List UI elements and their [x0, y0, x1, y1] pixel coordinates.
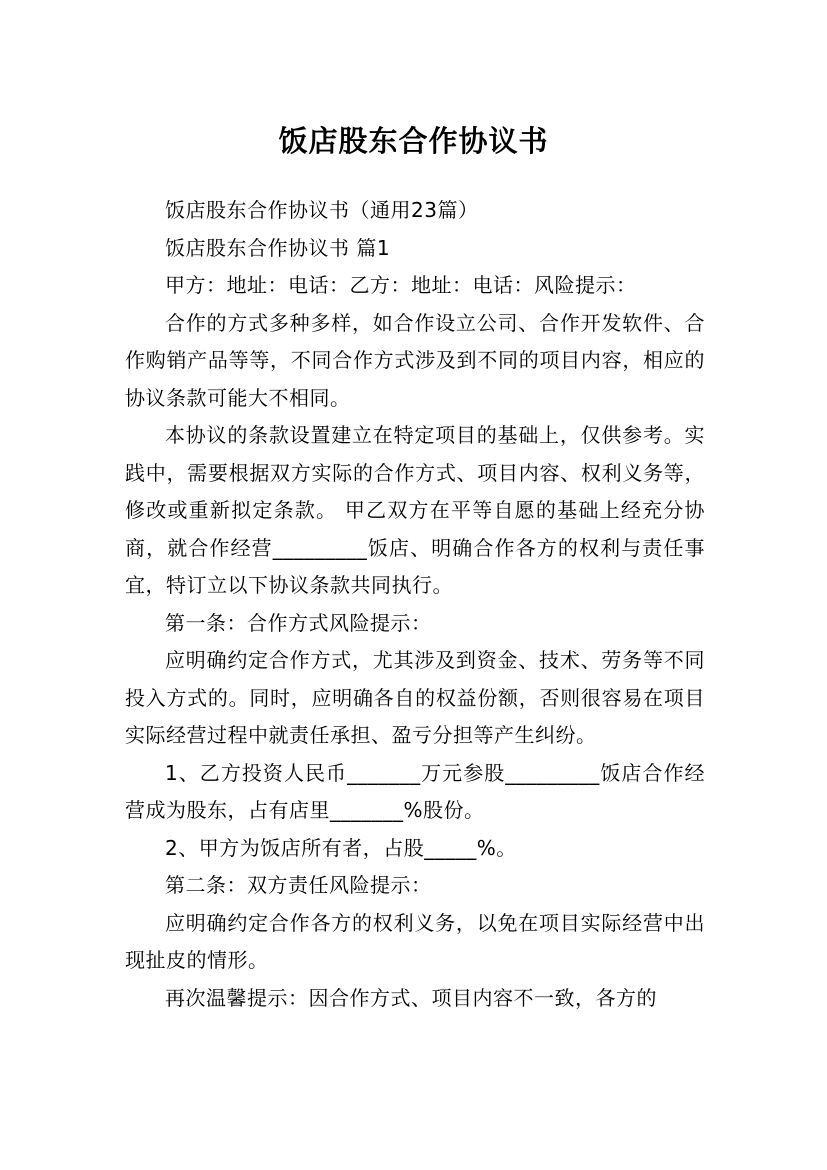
paragraph-parties: 甲方：地址：电话：乙方：地址：电话：风险提示： [165, 273, 637, 297]
paragraph-clause-2: 2、甲方为饭店所有者，占股_____%。 [165, 835, 517, 860]
document-body [125, 192, 705, 1017]
paragraph-article-two-heading: 第二条：双方责任风险提示： [165, 873, 432, 897]
paragraph-reminder: 再次温馨提示：因合作方式、项目内容不一致，各方的 [165, 985, 657, 1010]
paragraph-article-one-heading: 第一条：合作方式风险提示： [165, 610, 432, 635]
document-title: 饭店股东合作协议书 [278, 124, 549, 159]
paragraph-subtitle: 饭店股东合作协议书（通用23篇） [165, 198, 479, 222]
paragraph-section-heading: 饭店股东合作协议书 篇1 [165, 235, 391, 260]
paragraph-article-one-risk: 应明确约定合作方式，尤其涉及到资金、技术、劳务等不同投入方式的。同时，应明确各自的权益份额，否则很容易在项目实际经营过程中就责任承担、盈亏分担等产生纠纷。 [125, 648, 705, 747]
paragraph-agreement-basis: 本协议的条款设置建立在特定项目的基础上，仅供参考。实践中，需要根据双方实际的合作方式、项目内容、权利义务等，修改或重新拟定条款。 甲乙双方在平等自愿的基础上经充分协商，就合作经营_________饭店、明确合作各方的权利与责任事宜，特订立以下协议条款共同执行。 [125, 423, 705, 597]
paragraph-article-two-risk: 应明确约定合作各方的权利义务，以免在项目实际经营中出现扯皮的情形。 [125, 910, 705, 972]
paragraph-cooperation-methods: 合作的方式多种多样，如合作设立公司、合作开发软件、合作购销产品等等，不同合作方式涉及到不同的项目内容，相应的协议条款可能大不相同。 [125, 310, 705, 410]
paragraph-clause-1: 1、乙方投资人民币_______万元参股_________饭店合作经营成为股东，占有店里_______%股份。 [125, 760, 705, 822]
